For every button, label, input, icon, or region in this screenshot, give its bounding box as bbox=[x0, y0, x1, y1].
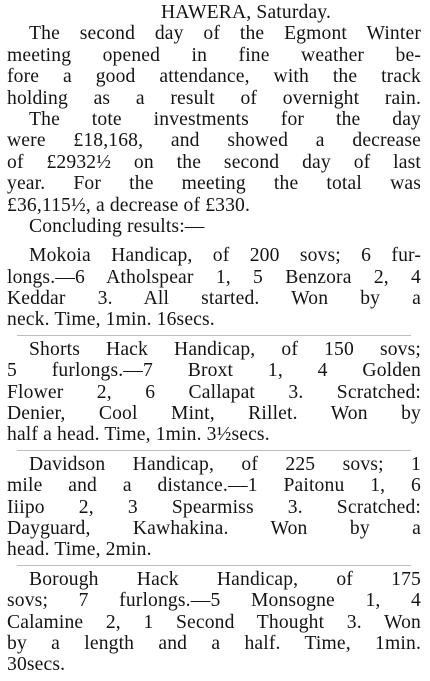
dateline: HAWERA, Saturday. bbox=[161, 2, 332, 23]
intro-line: were £18,168, and showed a decrease bbox=[7, 130, 421, 152]
intro-line: meeting opened in fine weather be- bbox=[7, 44, 421, 66]
intro-line: The second day of the Egmont Winter bbox=[29, 23, 421, 45]
race-line: half a head. Time, 1min. 3½secs. bbox=[7, 424, 270, 446]
race-line: Dayguard, Kawhakina. Won by a bbox=[7, 517, 421, 539]
race-line: by a length and a half. Time, 1min. bbox=[7, 632, 421, 654]
race-line: neck. Time, 1min. 16secs. bbox=[7, 309, 215, 331]
intro-paragraph bbox=[7, 23, 421, 237]
race-line: mile and a distance.—1 Paitonu 1, 6 bbox=[7, 475, 421, 497]
intro-line: of £2932½ on the second day of last bbox=[7, 151, 421, 173]
race-line: Denier, Cool Mint, Rillet. Won by bbox=[7, 403, 421, 425]
race-line: Calamine 2, 1 Second Thought 3. Won bbox=[7, 611, 421, 633]
race-result bbox=[7, 339, 421, 446]
race-line: Keddar 3. All started. Won by a bbox=[7, 288, 421, 310]
race-line: Flower 2, 6 Callapat 3. Scratched: bbox=[7, 381, 421, 403]
divider-rule bbox=[17, 565, 411, 566]
race-result bbox=[7, 454, 421, 561]
race-line: 30secs. bbox=[7, 654, 66, 676]
race-line: Shorts Hack Handicap, of 150 sovs; bbox=[29, 338, 421, 360]
intro-line: fore a good attendance, with the track bbox=[7, 66, 421, 88]
intro-line: Concluding results:— bbox=[29, 215, 205, 237]
race-line: sovs; 7 furlongs.—5 Monsogne 1, 4 bbox=[7, 590, 421, 612]
race-result bbox=[7, 569, 421, 676]
spacer bbox=[7, 237, 421, 245]
race-line: longs.—6 Atholspear 1, 5 Benzora 2, 4 bbox=[7, 266, 421, 288]
divider-rule bbox=[17, 335, 411, 336]
race-line: head. Time, 2min. bbox=[7, 539, 152, 561]
news-column bbox=[7, 2, 421, 676]
intro-line: £36,115½, a decrease of £330. bbox=[7, 194, 251, 216]
intro-line: year. For the meeting the total was bbox=[7, 173, 421, 195]
race-line: Borough Hack Handicap, of 175 bbox=[29, 568, 421, 590]
race-line: Davidson Handicap, of 225 sovs; 1 bbox=[29, 453, 421, 475]
race-line: Mokoia Handicap, of 200 sovs; 6 fur- bbox=[29, 245, 421, 267]
intro-line: The tote investments for the day bbox=[29, 108, 421, 130]
race-line: 5 furlongs.—7 Broxt 1, 4 Golden bbox=[7, 360, 421, 382]
race-result bbox=[7, 245, 421, 331]
intro-line: holding as a result of overnight rain. bbox=[7, 87, 421, 109]
race-line: Iiipo 2, 3 Spearmiss 3. Scratched: bbox=[7, 496, 421, 518]
divider-rule bbox=[17, 450, 411, 451]
